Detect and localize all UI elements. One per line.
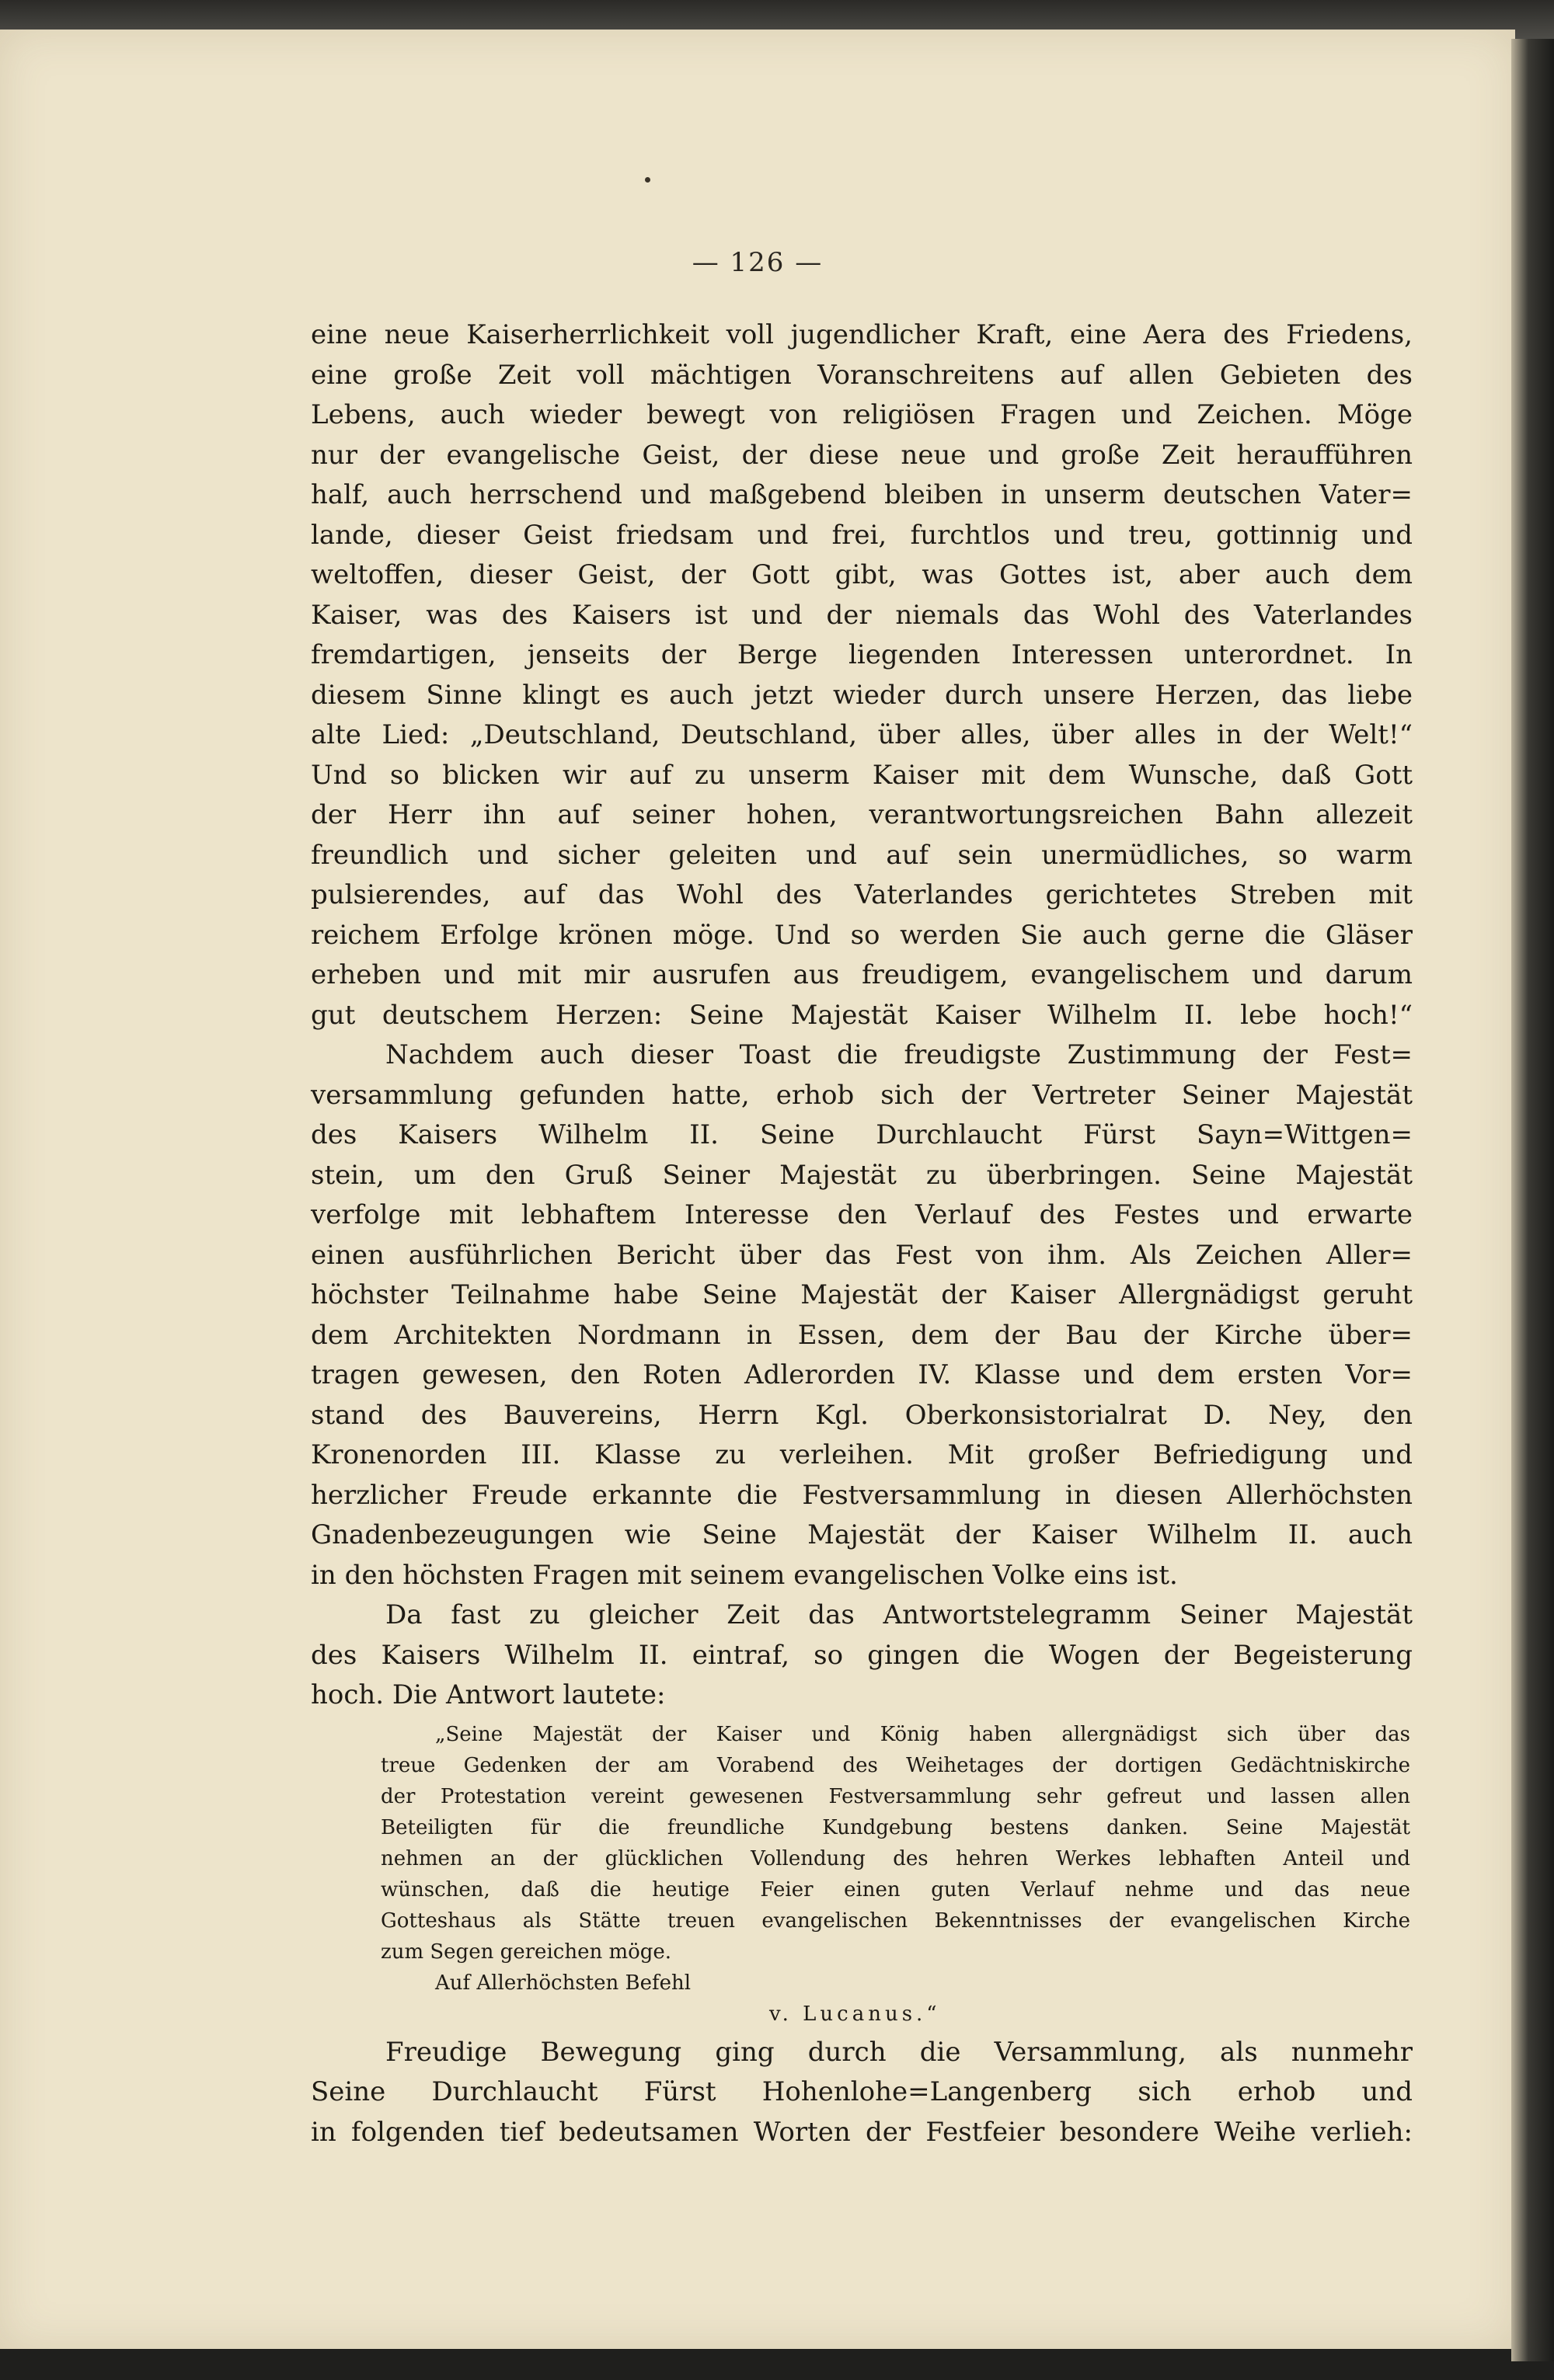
text-line: alte Lied: „Deutschland, Deutschland, über alles, über alles in der Welt!“ [311,719,1413,750]
text-line: höchster Teilnahme habe Seine Majestät der Kaiser Allergnädigst geruht [311,1279,1413,1310]
quote-line: Beteiligten für die freundliche Kundgebung bestens danken. Seine Majestät [381,1815,1410,1839]
page-number: — 126 — [692,247,824,278]
quote-line: „Seine Majestät der Kaiser und König haben allergnädigst sich über das [435,1722,1410,1746]
telegram-quote [381,1719,1410,2030]
quote-line: der Protestation vereint gewesenen Festversammlung sehr gefreut und lassen allen [381,1784,1410,1808]
text-line: des Kaisers Wilhelm II. Seine Durchlaucht Fürst Sayn=Wittgen= [311,1119,1413,1150]
text-line: einen ausführlichen Bericht über das Fest von ihm. Als Zeichen Aller= [311,1239,1413,1271]
paragraph-1 [311,315,1413,1035]
text-line: fremdartigen, jenseits der Berge liegenden Interessen unterordnet. In [311,639,1413,670]
text-line: half, auch herrschend und maßgebend bleiben in unserm deutschen Vater= [311,479,1413,510]
text-line: dem Architekten Nordmann in Essen, dem der Bau der Kirche über= [311,1319,1413,1351]
paragraph-4 [311,2033,1413,2153]
quote-line: wünschen, daß die heutige Feier einen guten Verlauf nehme und das neue [381,1877,1410,1902]
body-text [311,315,1413,2152]
text-line: stand des Bauvereins, Herrn Kgl. Oberkonsistorialrat D. Ney, den [311,1399,1413,1431]
text-line: Und so blicken wir auf zu unserm Kaiser mit dem Wunsche, daß Gott [311,759,1413,791]
text-line: der Herr ihn auf seiner hohen, verantwortungsreichen Bahn allezeit [311,799,1413,830]
paragraph-3 [311,1595,1413,1716]
text-line: gut deutschem Herzen: Seine Majestät Kaiser Wilhelm II. lebe hoch!“ [311,999,1413,1031]
text-line: Seine Durchlaucht Fürst Hohenlohe=Langenberg sich erhob und [311,2076,1413,2107]
text-line: versammlung gefunden hatte, erhob sich der Vertreter Seiner Majestät [311,1079,1413,1111]
text-line: Kaiser, was des Kaisers ist und der niemals das Wohl des Vaterlandes [311,599,1413,631]
text-line: eine große Zeit voll mächtigen Voranschreitens auf allen Gebieten des [311,359,1413,391]
telegram-closing: Auf Allerhöchsten Befehl [435,1971,692,1995]
text-line: nur der evangelische Geist, der diese neue und große Zeit heraufführen [311,439,1413,471]
text-line: in den höchsten Fragen mit seinem evangelischen Volke eins ist. [311,1559,1178,1591]
book-page [0,30,1515,2349]
text-line: verfolge mit lebhaftem Interesse den Verlauf des Festes und erwarte [311,1199,1413,1230]
text-line: Lebens, auch wieder bewegt von religiösen Fragen und Zeichen. Möge [311,399,1413,430]
text-line: Nachdem auch dieser Toast die freudigste Zustimmung der Fest= [385,1039,1413,1070]
text-line: lande, dieser Geist friedsam und frei, furchtlos und treu, gottinnig und [311,519,1413,551]
text-line: freundlich und sicher geleiten und auf sein unermüdliches, so warm [311,839,1413,871]
text-line: eine neue Kaiserherrlichkeit voll jugendlicher Kraft, eine Aera des Friedens, [311,319,1413,350]
text-line: stein, um den Gruß Seiner Majestät zu überbringen. Seine Majestät [311,1159,1413,1191]
book-spine-edge [1511,39,1554,2361]
text-line: diesem Sinne klingt es auch jetzt wieder durch unsere Herzen, das liebe [311,679,1413,711]
paragraph-2 [311,1035,1413,1595]
text-line: pulsierendes, auf das Wohl des Vaterlandes gerichtetes Streben mit [311,879,1413,910]
text-line: Da fast zu gleicher Zeit das Antwortstelegramm Seiner Majestät [385,1599,1413,1630]
quote-line: Gotteshaus als Stätte treuen evangelischen Bekenntnisses der evangelischen Kirche [381,1909,1410,1933]
text-line: Freudige Bewegung ging durch die Versammlung, als nunmehr [385,2036,1413,2068]
text-line: reichem Erfolge krönen möge. Und so werden Sie auch gerne die Gläser [311,919,1413,951]
quote-line: zum Segen gereichen möge. [381,1940,672,1964]
text-line: in folgenden tief bedeutsamen Worten der Festfeier besondere Weihe verlieh: [311,2116,1413,2148]
text-line: hoch. Die Antwort lautete: [311,1679,666,1710]
text-line: erheben und mit mir ausrufen aus freudigem, evangelischem und darum [311,959,1413,990]
telegram-signature: v. Lucanus.“ [769,2002,941,2026]
quote-line: nehmen an der glücklichen Vollendung des hehren Werkes lebhaften Anteil und [381,1846,1410,1870]
text-line: des Kaisers Wilhelm II. eintraf, so gingen die Wogen der Begeisterung [311,1639,1413,1671]
text-line: herzlicher Freude erkannte die Festversammlung in diesen Allerhöchsten [311,1479,1413,1511]
text-line: Gnadenbezeugungen wie Seine Majestät der Kaiser Wilhelm II. auch [311,1519,1413,1550]
text-line: Kronenorden III. Klasse zu verleihen. Mit großer Befriedigung und [311,1439,1413,1470]
text-line: tragen gewesen, den Roten Adlerorden IV. Klasse und dem ersten Vor= [311,1359,1413,1390]
ink-speck [645,177,650,183]
text-line: weltoffen, dieser Geist, der Gott gibt, was Gottes ist, aber auch dem [311,559,1413,590]
quote-line: treue Gedenken der am Vorabend des Weihetages der dortigen Gedächtniskirche [381,1753,1410,1777]
